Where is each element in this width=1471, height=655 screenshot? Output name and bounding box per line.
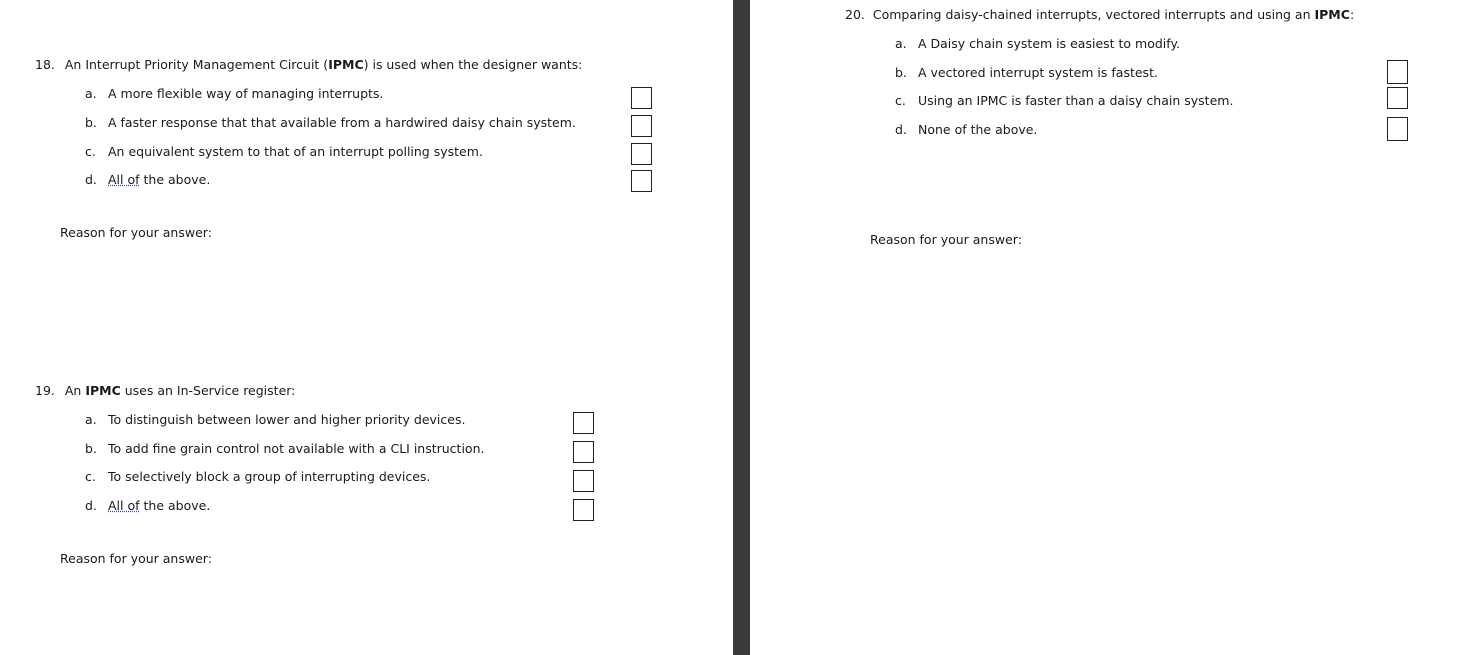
answer-checkbox-18d[interactable] xyxy=(631,170,652,192)
question-19-stem xyxy=(35,383,295,399)
question-18-option-b: b. A faster response that that available from a hardwired daisy chain system. xyxy=(85,115,576,130)
document-page-right xyxy=(750,0,1471,655)
answer-checkbox-19b[interactable] xyxy=(573,441,594,463)
question-20-option-c: c. Using an IPMC is faster than a daisy chain system. xyxy=(895,93,1234,108)
answer-checkbox-20a[interactable] xyxy=(1387,60,1408,84)
answer-checkbox-20c[interactable] xyxy=(1387,117,1408,141)
question-text: Comparing daisy-chained interrupts, vectored interrupts and using an IPMC: xyxy=(872,7,1355,22)
question-text: An IPMC uses an In-Service register: xyxy=(64,383,296,398)
question-20-stem xyxy=(845,7,1354,23)
answer-checkbox-18a[interactable] xyxy=(631,87,652,109)
question-text: An Interrupt Priority Management Circuit (IPMC) is used when the designer wants: xyxy=(64,57,583,72)
answer-checkbox-18b[interactable] xyxy=(631,115,652,137)
answer-checkbox-19d[interactable] xyxy=(573,499,594,521)
document-page-left xyxy=(0,0,733,655)
question-number: 18. xyxy=(35,57,55,72)
answer-checkbox-19c[interactable] xyxy=(573,470,594,492)
answer-checkbox-19a[interactable] xyxy=(573,412,594,434)
reason-label-18: Reason for your answer: xyxy=(60,225,212,240)
reason-label-19: Reason for your answer: xyxy=(60,551,212,566)
question-number: 20. xyxy=(845,7,865,22)
question-18-stem xyxy=(35,57,582,73)
question-18-option-c: c. An equivalent system to that of an interrupt polling system. xyxy=(85,144,483,159)
answer-checkbox-18c[interactable] xyxy=(631,143,652,165)
question-20-option-b: b. A vectored interrupt system is fastest. xyxy=(895,65,1158,80)
page-gutter xyxy=(733,0,750,655)
question-20-option-a: a. A Daisy chain system is easiest to modify. xyxy=(895,36,1181,51)
question-20-option-d: d. None of the above. xyxy=(895,122,1038,137)
question-18-option-a: a. A more flexible way of managing interrupts. xyxy=(85,86,384,101)
question-19-option-a: a. To distinguish between lower and higher priority devices. xyxy=(85,412,466,427)
reason-label-20: Reason for your answer: xyxy=(870,232,1022,247)
question-number: 19. xyxy=(35,383,55,398)
question-19-option-c: c. To selectively block a group of interrupting devices. xyxy=(85,469,431,484)
answer-checkbox-20b[interactable] xyxy=(1387,87,1408,109)
question-19-option-b: b. To add fine grain control not available with a CLI instruction. xyxy=(85,441,485,456)
question-19-option-d: d. All of the above. xyxy=(85,498,211,513)
question-18-option-d: d. All of the above. xyxy=(85,172,211,187)
